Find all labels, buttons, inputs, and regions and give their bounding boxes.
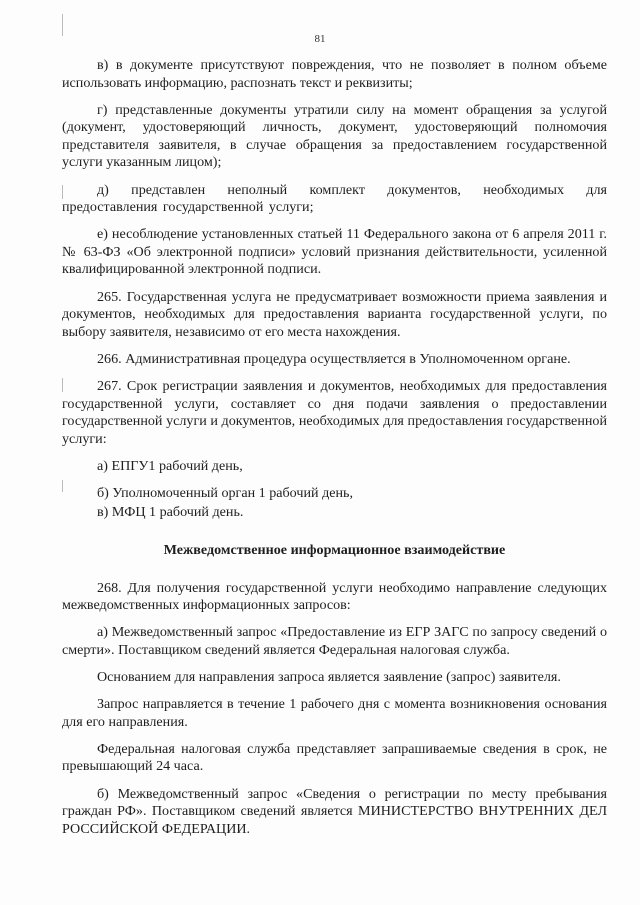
list-item-mfc: в) МФЦ 1 рабочий день. bbox=[97, 504, 244, 521]
paragraph-v-damage: в) в документе присутствуют повреждения, что не позволяет в полном объеме использовать информацию, распознать текст и реквизиты; bbox=[62, 57, 607, 91]
paragraph-g-expired: г) представленные документы утратили силу на момент обращения за услугой (документ, удостоверяющий личность, документ, удостоверяющий полномочия представителя заявителя, в случае обращения за предоставлением государственной услуги указанным лицом); bbox=[62, 101, 607, 171]
scan-margin-mark bbox=[62, 14, 63, 36]
paragraph-e-signature: е) несоблюдение установленных статьей 11 Федерального закона от 6 апреля 2011 г. № 63-ФЗ «Об электронной подписи» условий признания действительности, усиленной квалифицированной электронной подписи. bbox=[62, 226, 607, 278]
paragraph-268: 268. Для получения государственной услуги необходимо направление следующих межведомственных информационных запросов: bbox=[62, 579, 607, 614]
paragraph-request-a: а) Межведомственный запрос «Предоставление из ЕГР ЗАГС по запросу сведений о смерти». Поставщиком сведений является Федеральная налоговая служба. bbox=[62, 624, 607, 658]
paragraph-d-incomplete: д) представлен неполный комплект документов, необходимых для предоставления государственной услуги; bbox=[62, 181, 607, 216]
document-body bbox=[62, 57, 607, 848]
paragraph-request-b: б) Межведомственный запрос «Сведения о регистрации по месту пребывания граждан РФ». Поставщиком сведений является МИНИСТЕРСТВО ВНУТРЕННИХ ДЕЛ РОССИЙСКОЙ ФЕДЕРАЦИИ. bbox=[62, 785, 607, 837]
paragraph-basis: Основанием для направления запроса является заявление (запрос) заявителя. bbox=[97, 669, 561, 686]
paragraph-265: 265. Государственная услуга не предусматривает возможности приема заявления и документов, необходимых для предоставления варианта государственной услуги, по выбору заявителя, независимо от его места нахождения. bbox=[62, 288, 607, 340]
paragraph-267: 267. Срок регистрации заявления и документов, необходимых для предоставления государственной услуги, составляет со дня подачи заявления о предоставлении государственной услуги и документов, необходимых для предоставления государственной услуги: bbox=[62, 377, 607, 447]
paragraph-266: 266. Административная процедура осуществляется в Уполномоченном органе. bbox=[97, 350, 571, 367]
list-item-authority: б) Уполномоченный орган 1 рабочий день, bbox=[97, 484, 353, 501]
page-number: 81 bbox=[314, 33, 326, 45]
paragraph-fns-response: Федеральная налоговая служба представляет запрашиваемые сведения в срок, не превышающий 24 часа. bbox=[62, 740, 607, 775]
section-heading: Межведомственное информационное взаимодействие bbox=[163, 542, 506, 559]
list-item-epgu: а) ЕПГУ1 рабочий день, bbox=[97, 457, 243, 474]
paragraph-timing: Запрос направляется в течение 1 рабочего дня с момента возникновения основания для его направления. bbox=[62, 696, 607, 730]
